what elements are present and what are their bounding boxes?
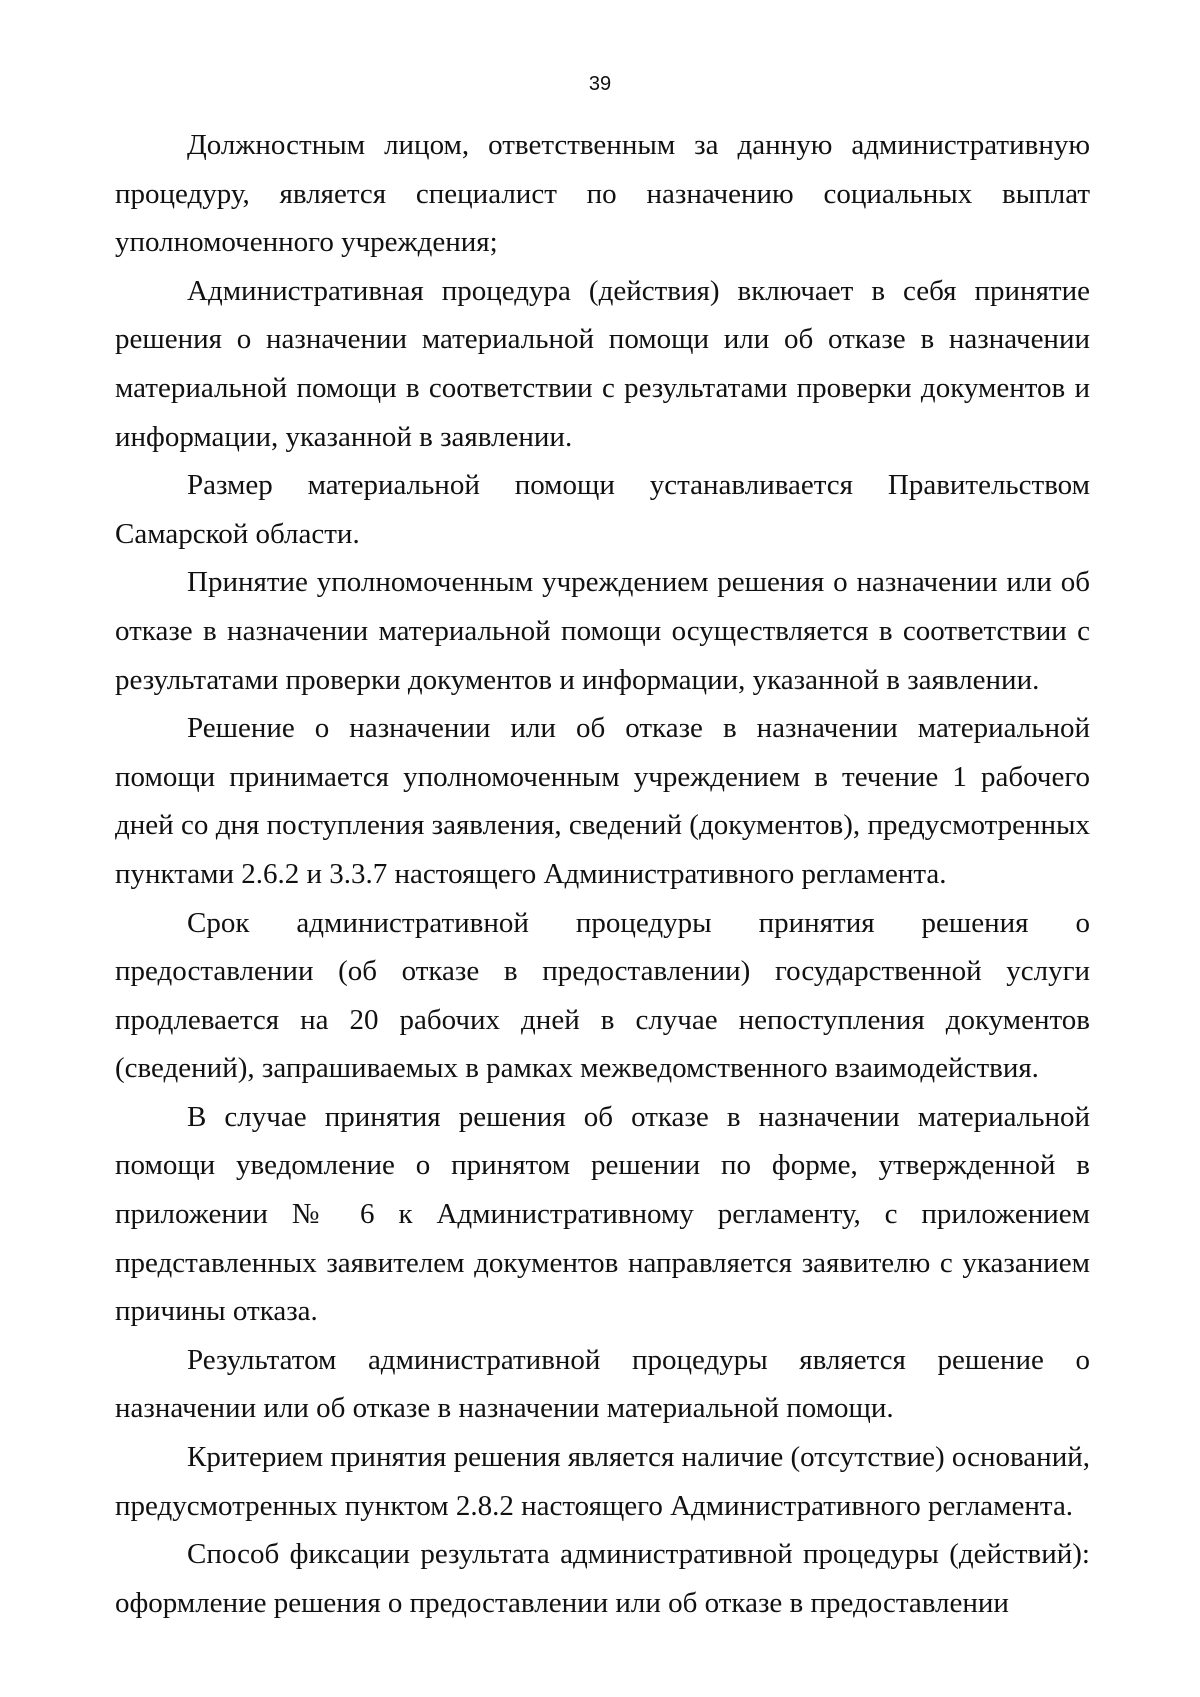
page-number: 39 xyxy=(588,73,612,95)
paragraph-decision-criterion: Критерием принятия решения является наличие (отсутствие) оснований, предусмотренных пунктом 2.8.2 настоящего Административного регламента. xyxy=(115,1441,1090,1522)
paragraph-aid-amount: Размер материальной помощи устанавливается Правительством Самарской области. xyxy=(115,469,1090,550)
paragraph-decision-deadline: Решение о назначении или об отказе в назначении материальной помощи принимается уполномоченным учреждением в течение 1 рабочего дней со дня поступления заявления, сведений (документов), предусмотренных пунктами 2.6.2 и 3.3.7 настоящего Административного регламента. xyxy=(115,712,1090,890)
paragraph-refusal-notice: В случае принятия решения об отказе в назначении материальной помощи уведомление о принятом решении по форме, утвержденной в приложении № 6 к Административному регламенту, с приложением представленных заявителем документов направляется заявителю с указанием причины отказа. xyxy=(115,1100,1090,1328)
paragraph-procedure-includes: Административная процедура (действия) включает в себя принятие решения о назначении материальной помощи или об отказе в назначении материальной помощи в соответствии с результатами проверки документов и информации, указанной в заявлении. xyxy=(115,274,1090,453)
paragraph-decision-adoption: Принятие уполномоченным учреждением решения о назначении или об отказе в назначении материальной помощи осуществляется в соответствии с результатами проверки документов и информации, указанной в заявлении. xyxy=(115,566,1090,696)
paragraph-procedure-result: Результатом административной процедуры является решение о назначении или об отказе в назначении материальной помощи. xyxy=(115,1343,1090,1425)
document-body xyxy=(115,121,1090,1627)
paragraph-term-extension: Срок административной процедуры принятия решения о предоставлении (об отказе в предоставлении) государственной услуги продлевается на 20 рабочих дней в случае непоступления документов (сведений), запрашиваемых в рамках межведомственного взаимодействия. xyxy=(115,906,1090,1085)
paragraph-responsible-official: Должностным лицом, ответственным за данную административную процедуру, является специалист по назначению социальных выплат уполномоченного учреждения; xyxy=(115,129,1090,259)
paragraph-result-recording: Способ фиксации результата административной процедуры (действий): оформление решения о предоставлении или об отказе в предоставлении xyxy=(115,1538,1090,1619)
